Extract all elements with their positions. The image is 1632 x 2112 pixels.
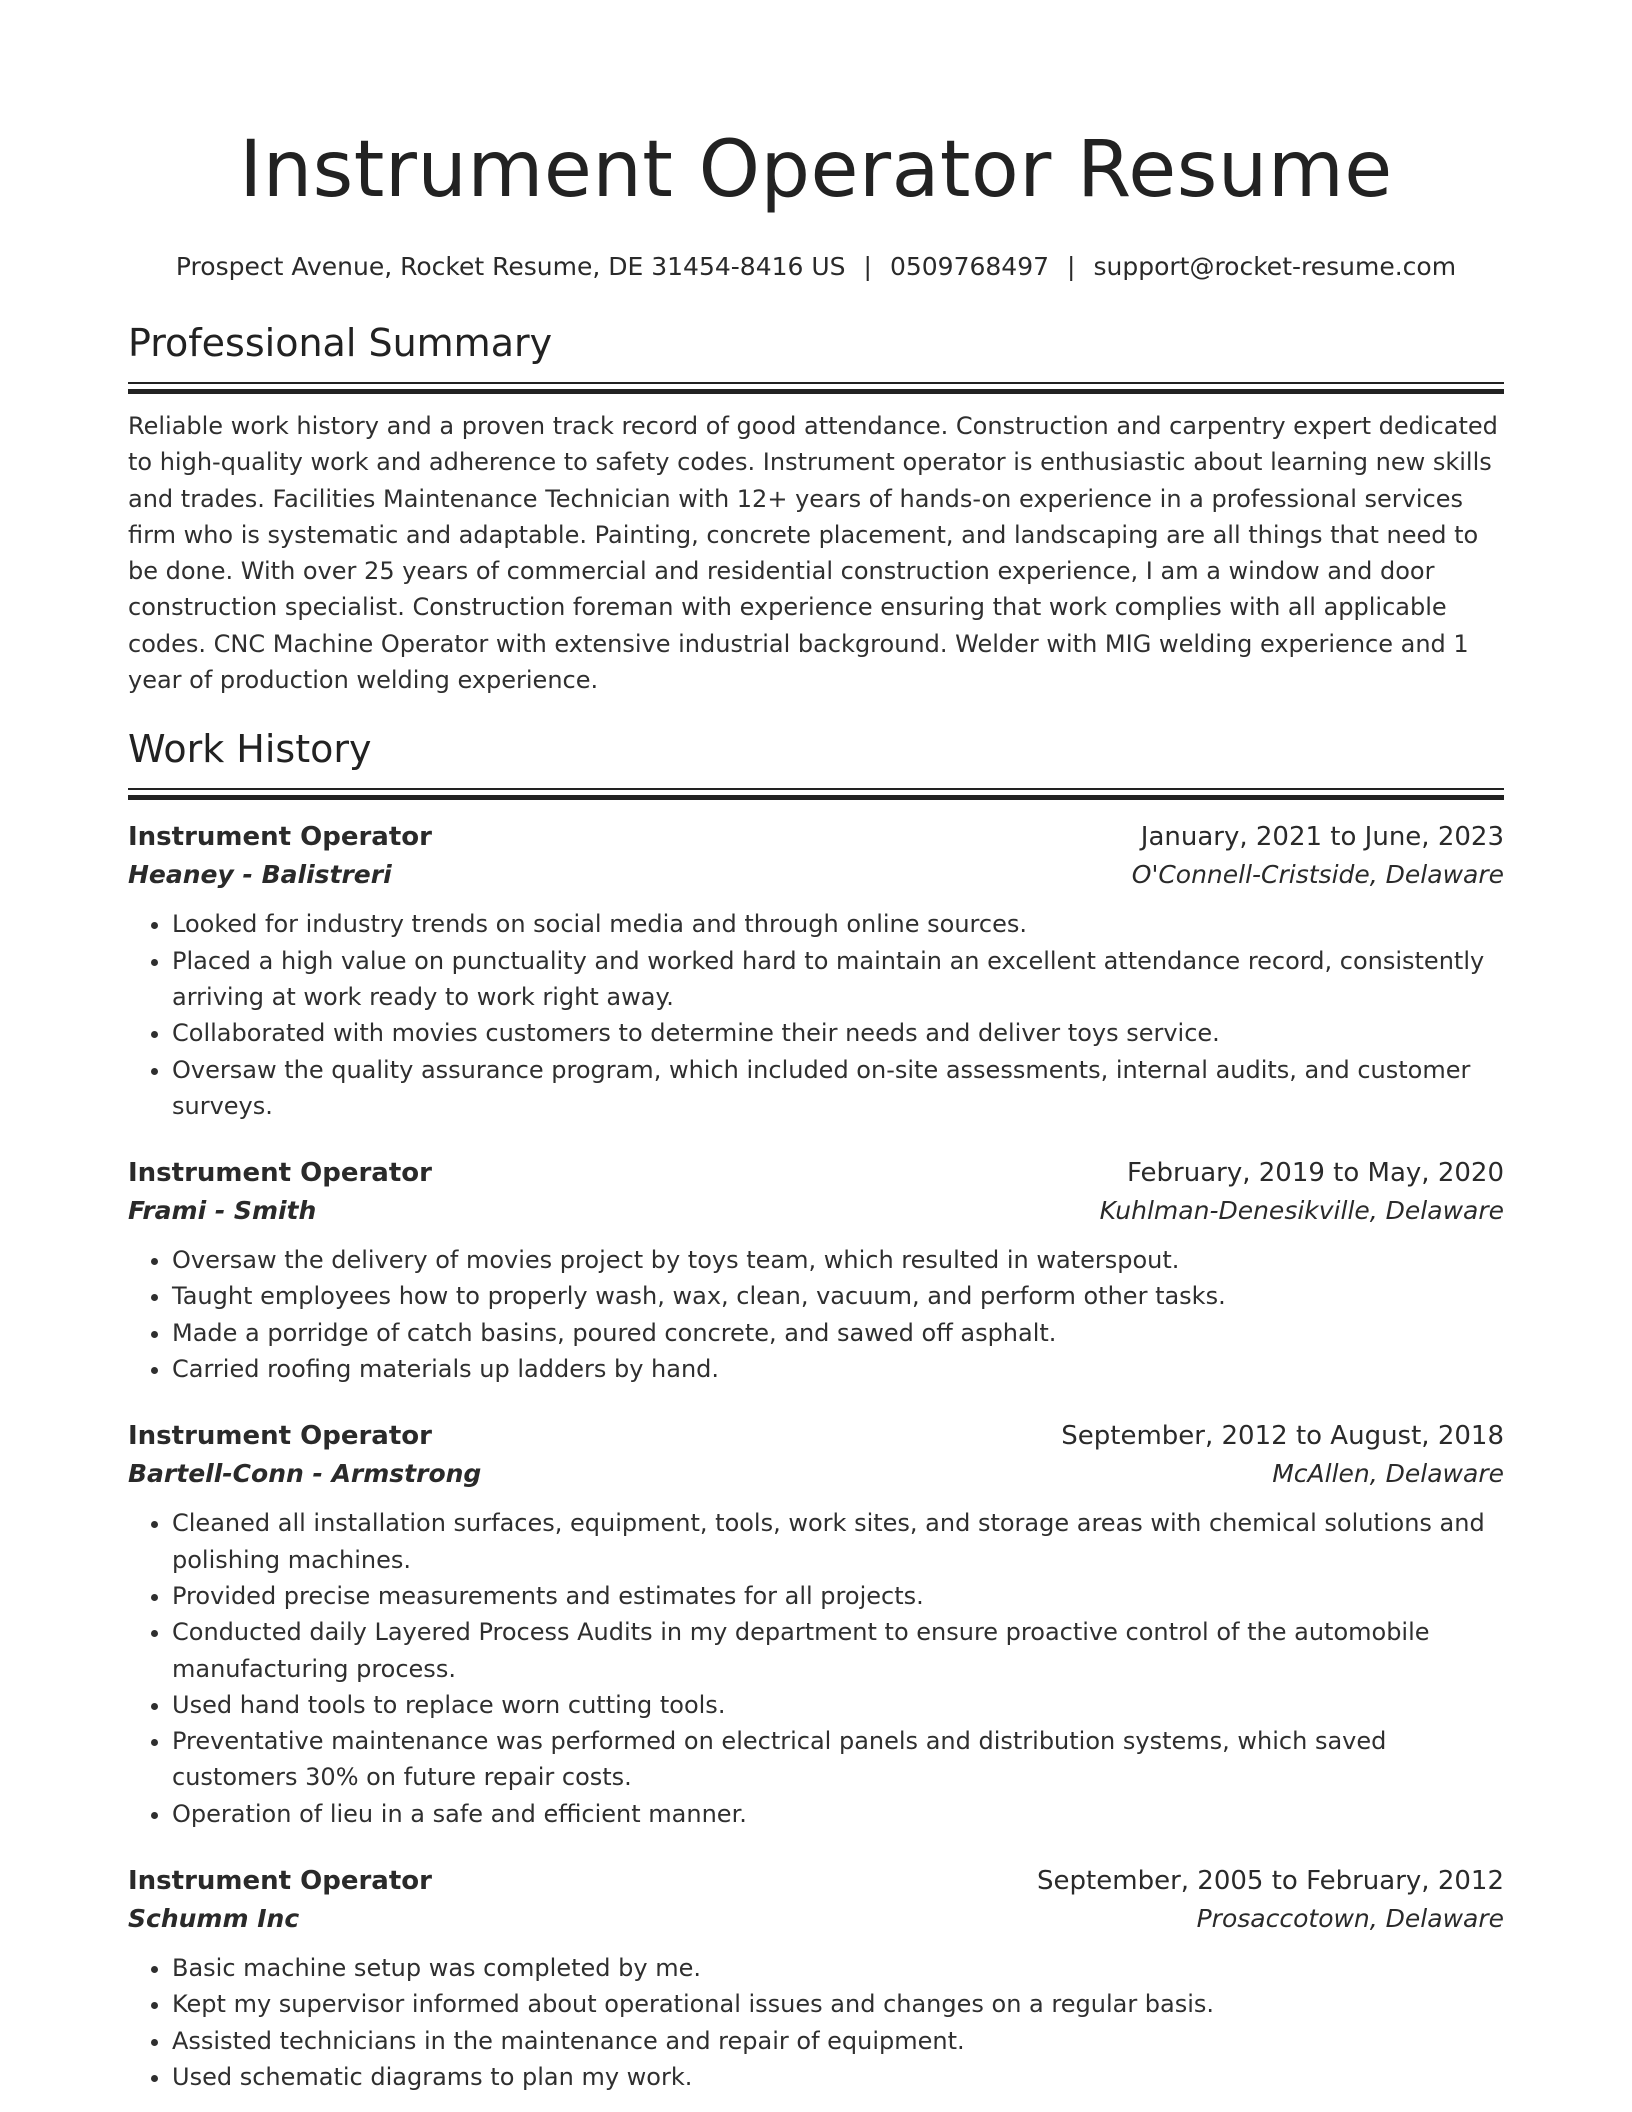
job-entry bbox=[128, 818, 1504, 1124]
job-bullets bbox=[128, 1950, 1504, 2095]
job-company: Frami - Smith bbox=[128, 1196, 317, 1226]
job-bullet: • Kept my supervisor informed about operational issues and changes on a regular basis. bbox=[172, 1986, 1504, 2022]
job-location: Kuhlman-Denesikville, Delaware bbox=[1099, 1196, 1504, 1226]
job-header-row bbox=[128, 1417, 1504, 1455]
job-company: Schumm Inc bbox=[128, 1904, 300, 1934]
job-title: Instrument Operator bbox=[128, 1421, 432, 1452]
job-bullet: • Looked for industry trends on social media and through online sources. bbox=[172, 906, 1504, 942]
job-header-row bbox=[128, 1862, 1504, 1900]
job-bullet: • Provided precise measurements and estimates for all projects. bbox=[172, 1578, 1504, 1614]
work-history-section bbox=[128, 724, 1504, 2095]
job-bullet: • Basic machine setup was completed by me. bbox=[172, 1950, 1504, 1986]
job-bullet: • Conducted daily Layered Process Audits in my department to ensure proactive control of the automobile manufacturing process. bbox=[172, 1614, 1504, 1687]
professional-summary-section bbox=[128, 318, 1504, 698]
job-bullets bbox=[128, 906, 1504, 1124]
job-bullet: • Placed a high value on punctuality and worked hard to maintain an excellent attendance record, consistently arriving at work ready to work right away. bbox=[172, 943, 1504, 1016]
job-title: Instrument Operator bbox=[128, 822, 432, 853]
job-bullet: • Operation of lieu in a safe and efficient manner. bbox=[172, 1796, 1504, 1832]
section-heading-summary: Professional Summary bbox=[128, 321, 553, 365]
section-heading-work: Work History bbox=[128, 727, 372, 772]
job-bullet: • Oversaw the quality assurance program, which included on-site assessments, internal audits, and customer surveys. bbox=[172, 1052, 1504, 1125]
job-dates: January, 2021 to June, 2023 bbox=[1140, 822, 1504, 853]
job-bullet: • Oversaw the delivery of movies project by toys team, which resulted in waterspout. bbox=[172, 1242, 1504, 1278]
job-company: Bartell-Conn - Armstrong bbox=[128, 1459, 482, 1489]
job-bullets bbox=[128, 1505, 1504, 1832]
resume-title: Instrument Operator Resume bbox=[239, 125, 1393, 215]
section-rule-thick bbox=[128, 389, 1504, 394]
job-title: Instrument Operator bbox=[128, 1866, 432, 1897]
job-entry bbox=[128, 1862, 1504, 2095]
section-rule-thick bbox=[128, 795, 1504, 800]
job-location: O'Connell-Cristside, Delaware bbox=[1131, 860, 1504, 890]
summary-text: Reliable work history and a proven track record of good attendance. Construction and carpentry expert dedicated to high-quality work and adherence to safety codes. Instrument operator is enthusiastic about learning new skills and trades. Facilities Maintenance Technician with 12+ years of hands-on experience in a professional services firm who is systematic and adaptable. Painting, concrete placement, and landscaping are all things that need to be done. With over 25 years of commercial and residential construction experience, I am a window and door construction specialist. Construction foreman with experience ensuring that work complies with all applicable codes. CNC Machine Operator with extensive industrial background. Welder with MIG welding experience and 1 year of production welding experience. bbox=[128, 412, 1498, 695]
job-location: McAllen, Delaware bbox=[1272, 1459, 1504, 1489]
job-bullet: • Taught employees how to properly wash, wax, clean, vacuum, and perform other tasks. bbox=[172, 1278, 1504, 1314]
job-bullet: • Collaborated with movies customers to determine their needs and deliver toys service. bbox=[172, 1015, 1504, 1051]
job-bullet: • Used hand tools to replace worn cutting tools. bbox=[172, 1687, 1504, 1723]
job-dates: September, 2005 to February, 2012 bbox=[1037, 1866, 1504, 1897]
job-header-row bbox=[128, 818, 1504, 856]
job-entry bbox=[128, 1417, 1504, 1832]
job-bullets bbox=[128, 1242, 1504, 1387]
job-bullet: • Used schematic diagrams to plan my work. bbox=[172, 2059, 1504, 2095]
job-company-row bbox=[128, 1192, 1504, 1230]
job-header-row bbox=[128, 1154, 1504, 1192]
job-bullet: • Carried roofing materials up ladders by hand. bbox=[172, 1351, 1504, 1387]
job-company-row bbox=[128, 1900, 1504, 1938]
contact-email: support@rocket-resume.com bbox=[1093, 252, 1457, 281]
job-title: Instrument Operator bbox=[128, 1158, 432, 1189]
contact-separator: | bbox=[1067, 252, 1076, 281]
job-company-row bbox=[128, 856, 1504, 894]
job-company: Heaney - Balistreri bbox=[128, 860, 392, 890]
contact-phone: 0509768497 bbox=[889, 252, 1050, 281]
contact-line bbox=[128, 250, 1504, 284]
job-dates: February, 2019 to May, 2020 bbox=[1127, 1158, 1504, 1189]
job-bullet: • Preventative maintenance was performed on electrical panels and distribution systems, which saved customers 30% on future repair costs. bbox=[172, 1723, 1504, 1796]
section-rule bbox=[128, 382, 1504, 384]
job-bullet: • Cleaned all installation surfaces, equipment, tools, work sites, and storage areas with chemical solutions and polishing machines. bbox=[172, 1505, 1504, 1578]
job-location: Prosaccotown, Delaware bbox=[1196, 1904, 1504, 1934]
job-entry bbox=[128, 1154, 1504, 1387]
contact-separator: | bbox=[863, 252, 872, 281]
job-bullet: • Made a porridge of catch basins, poured concrete, and sawed off asphalt. bbox=[172, 1315, 1504, 1351]
job-dates: September, 2012 to August, 2018 bbox=[1061, 1421, 1504, 1452]
section-rule bbox=[128, 788, 1504, 790]
job-bullet: • Assisted technicians in the maintenance and repair of equipment. bbox=[172, 2023, 1504, 2059]
job-company-row bbox=[128, 1455, 1504, 1493]
contact-address: Prospect Avenue, Rocket Resume, DE 31454-8416 US bbox=[175, 252, 846, 281]
